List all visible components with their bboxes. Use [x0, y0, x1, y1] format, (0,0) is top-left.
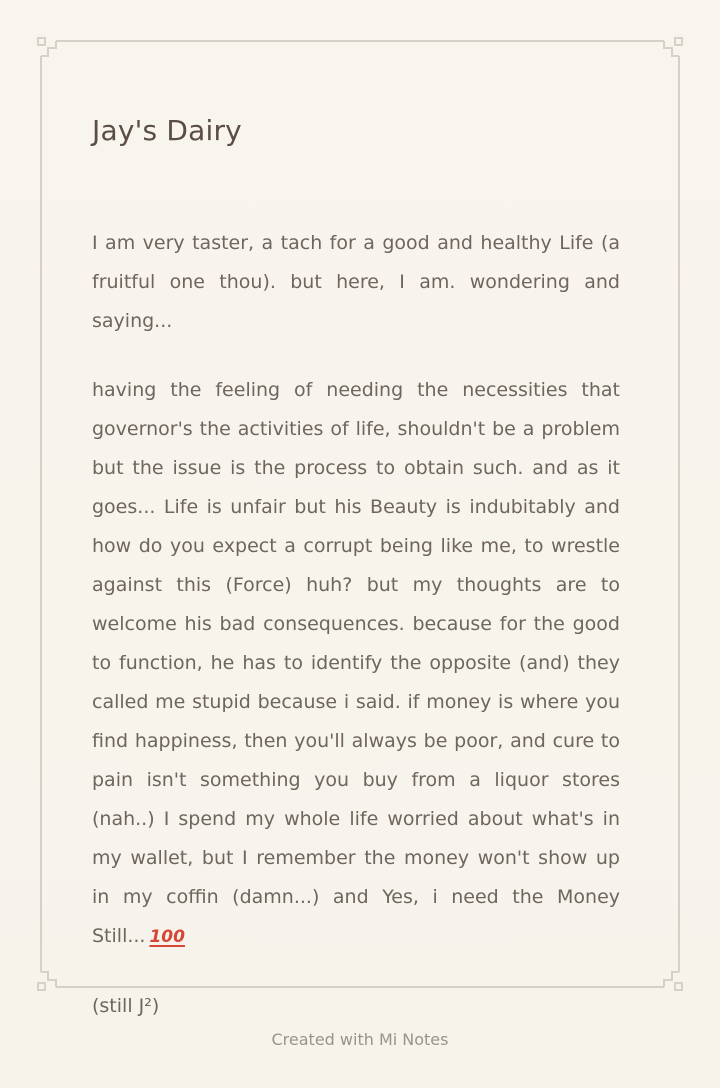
note-signature: (still J²) — [92, 995, 160, 1017]
hundred-points-icon: 100 — [149, 927, 185, 947]
footer-credit: Created with Mi Notes — [271, 1030, 449, 1049]
note-title: Jay's Dairy — [92, 114, 242, 147]
note-body — [92, 224, 620, 1056]
note-paragraph-text: having the feeling of needing the necessities that governor's the activities of life, shouldn't be a problem but the issue is the process to obtain such. and as it goes... Life is unfair but his Beauty is indubitably and how do you expect a corrupt being like me, to wrestle against this (Force) huh? but my thoughts are to welcome his bad consequences. because for the good to function, he has to identify the opposite (and) they called me stupid because i said. if money is where you find happiness, then you'll always be poor, and cure to pain isn't something you buy from a liquor stores (nah..) I spend my whole life worried about what's in my wallet, but I remember the money won't show up in my coffin (damn...) and Yes, i need the Money Still... — [92, 379, 620, 947]
note-paragraph: I am very taster, a tach for a good and healthy Life (a fruitful one thou). but here, I am. wondering and saying... — [92, 232, 620, 332]
note-paragraph — [92, 371, 620, 957]
